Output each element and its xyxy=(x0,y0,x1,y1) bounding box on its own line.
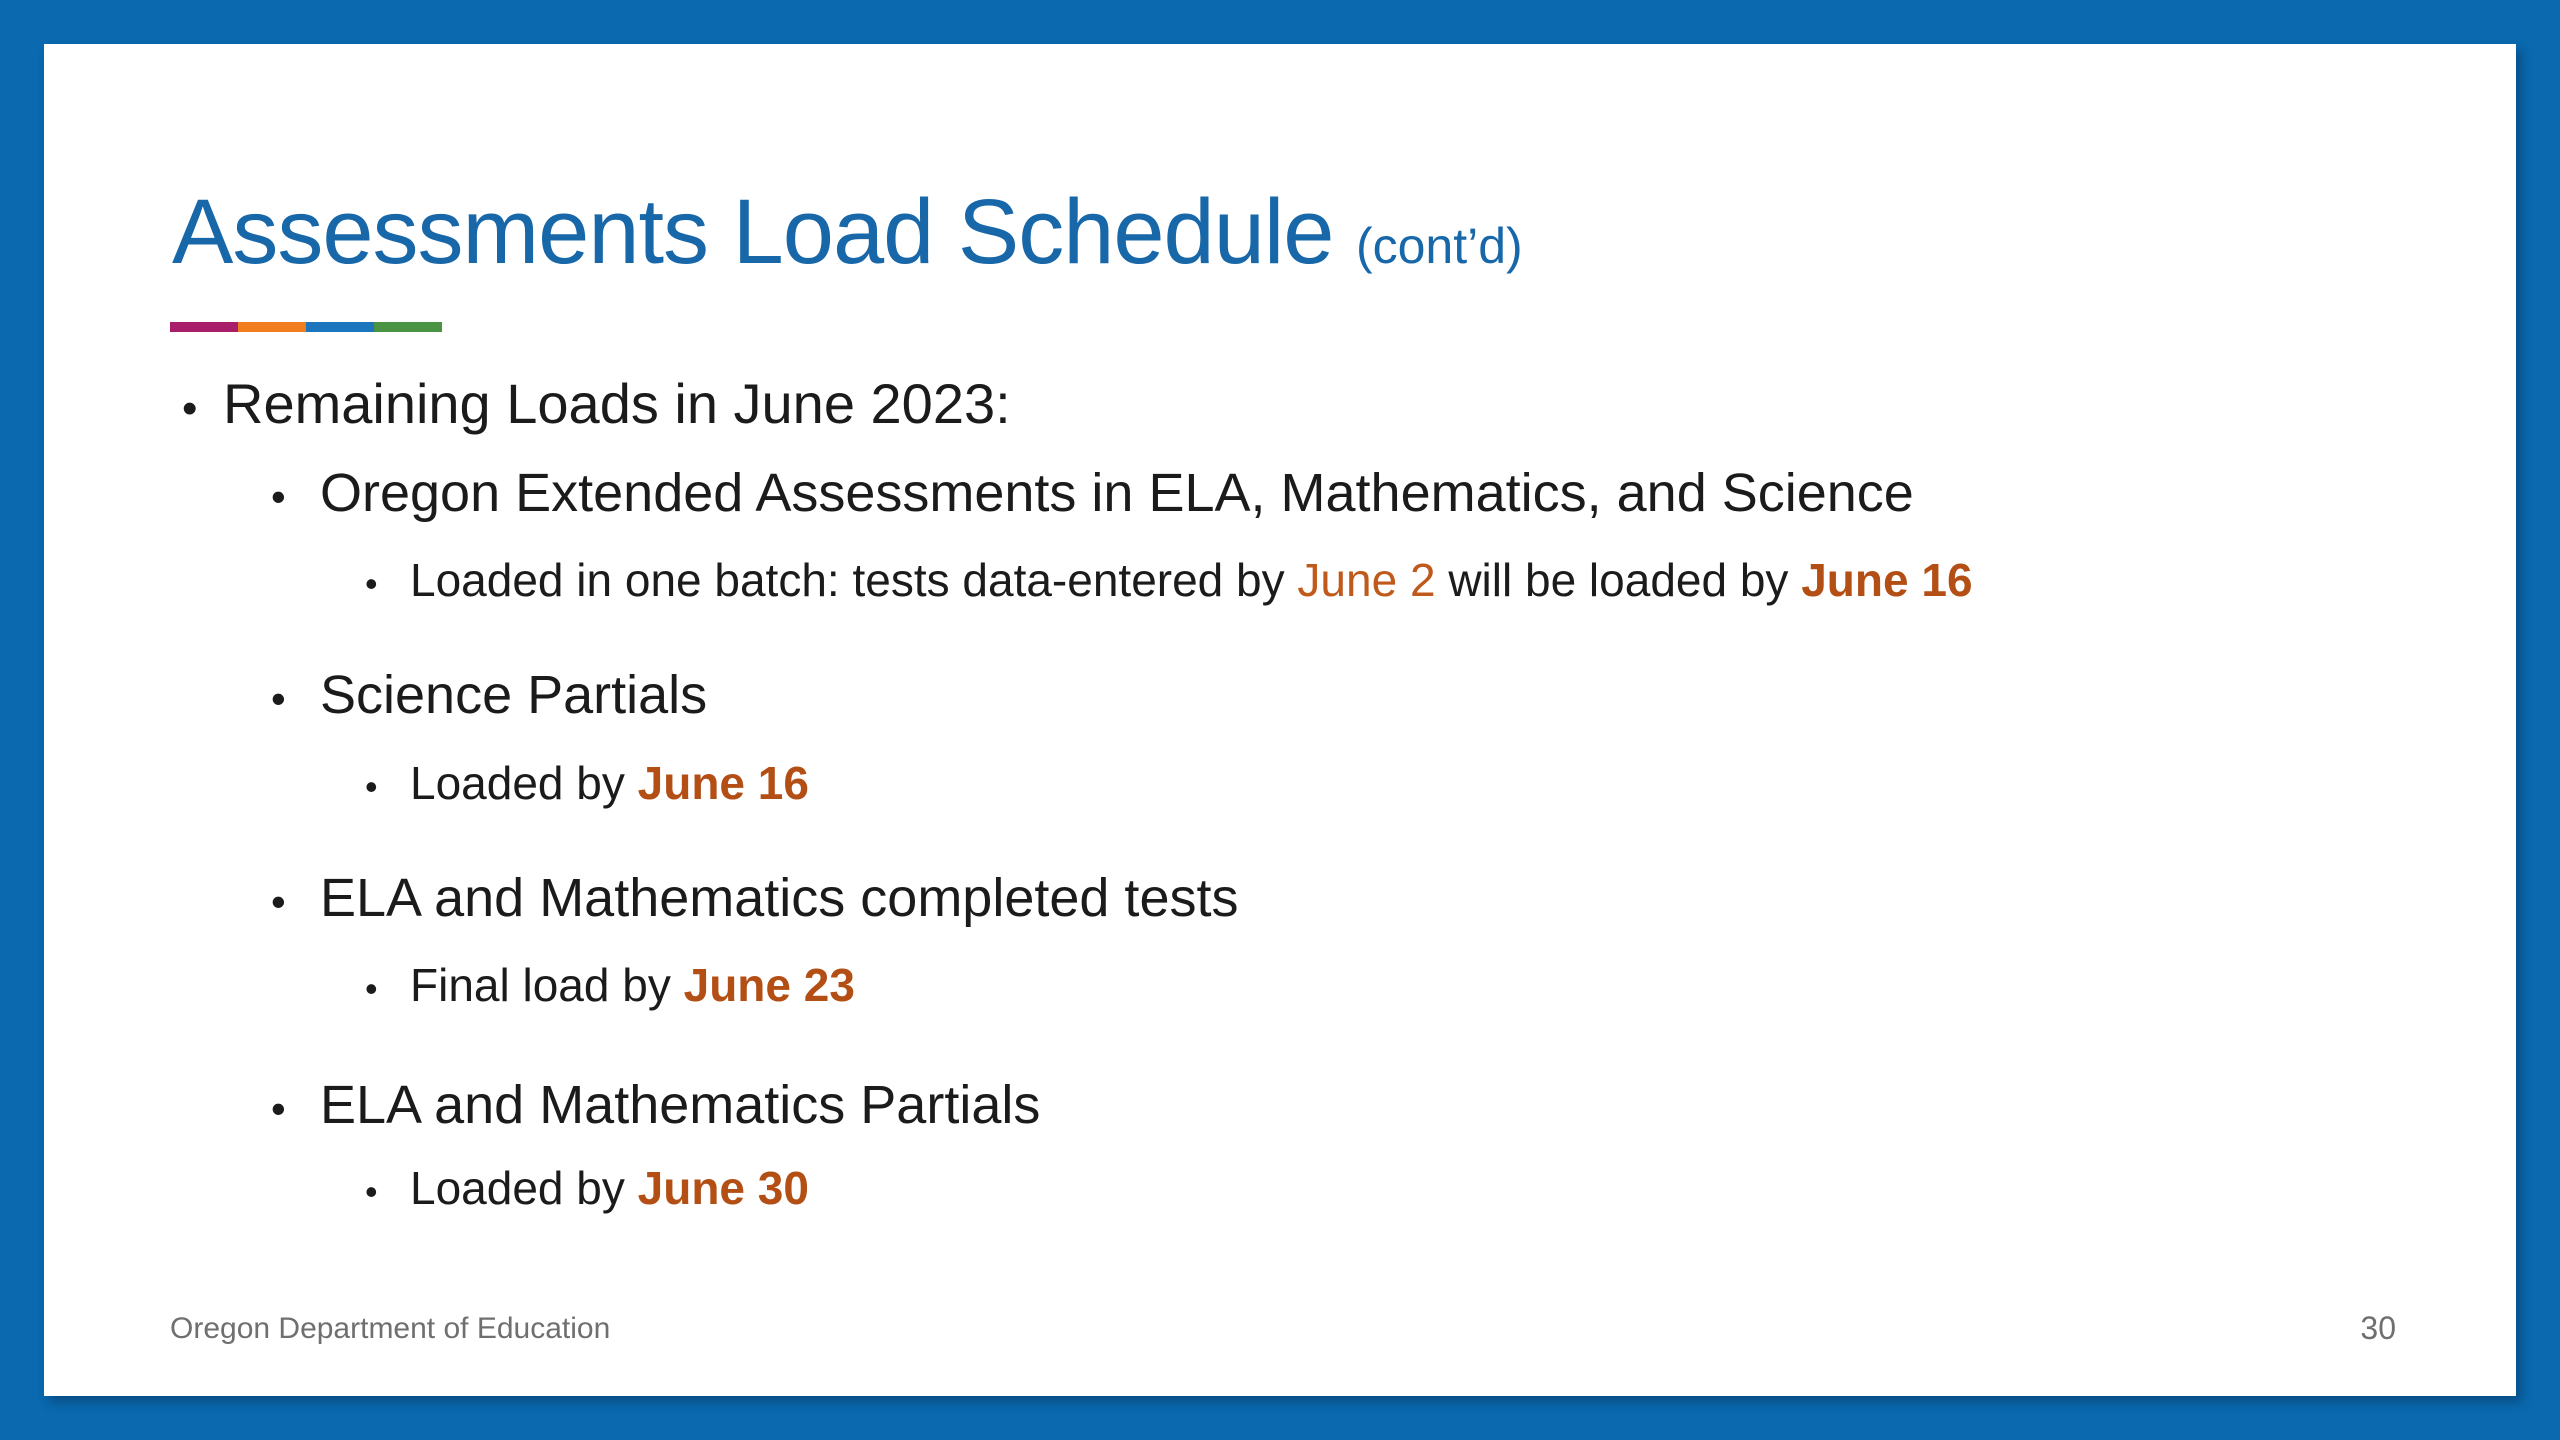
detail-text-segment: will be loaded by xyxy=(1435,554,1802,606)
bullet-item-label: ELA and Mathematics Partials xyxy=(320,1075,1041,1135)
bullet-icon: • xyxy=(271,1085,286,1132)
bullet-icon: • xyxy=(182,384,198,433)
bullet-icon: • xyxy=(271,675,286,722)
bullet-item-remaining-loads xyxy=(182,370,1011,437)
slide-title-suffix: (cont’d) xyxy=(1355,218,1523,274)
bullet-item-label: Science Partials xyxy=(320,665,708,725)
bullet-icon: • xyxy=(271,878,286,925)
footer-page-number: 30 xyxy=(2360,1310,2396,1346)
bullet-icon: • xyxy=(365,1171,378,1212)
detail-text-segment: Loaded by xyxy=(410,1162,638,1214)
slide-title-text: Assessments Load Schedule xyxy=(172,181,1334,283)
bullet-detail-ela-math-completed xyxy=(365,958,855,1013)
bullet-icon: • xyxy=(365,563,378,604)
bullet-item-ela-math-partials xyxy=(271,1073,1040,1138)
bullet-detail-ela-math-partials xyxy=(365,1161,809,1216)
bullet-item-label: ELA and Mathematics completed tests xyxy=(320,868,1239,928)
slide xyxy=(44,44,2516,1396)
detail-text-segment: Loaded in one batch: tests data-entered by xyxy=(410,554,1298,606)
bullet-icon: • xyxy=(365,766,378,807)
detail-text-segment: Final load by xyxy=(410,959,684,1011)
date-highlight-bold: June 16 xyxy=(1801,554,1973,606)
detail-text-segment: Loaded by xyxy=(410,757,638,809)
bullet-item-label: Oregon Extended Assessments in ELA, Mathematics, and Science xyxy=(320,463,1914,523)
bullet-detail-text xyxy=(410,958,855,1013)
bullet-detail-text xyxy=(410,756,809,811)
bullet-item-science-partials xyxy=(271,663,707,728)
bullet-detail-science-partials xyxy=(365,756,809,811)
bullet-detail-text xyxy=(410,553,1973,608)
title-accent-bar xyxy=(170,322,442,332)
bullet-item-label: Remaining Loads in June 2023: xyxy=(223,372,1011,435)
accent-segment-orange xyxy=(238,322,306,332)
bullet-icon: • xyxy=(365,968,378,1009)
bullet-item-ela-math-completed xyxy=(271,866,1238,931)
bullet-icon: • xyxy=(271,473,286,520)
bullet-detail-text xyxy=(410,1161,809,1216)
bullet-detail-oregon-extended xyxy=(365,553,1973,608)
accent-segment-magenta xyxy=(170,322,238,332)
slide-title xyxy=(172,180,1523,285)
footer-organization: Oregon Department of Education xyxy=(170,1312,611,1345)
accent-segment-blue xyxy=(306,322,374,332)
bullet-item-oregon-extended xyxy=(271,461,1914,526)
date-highlight-bold: June 30 xyxy=(637,1162,809,1214)
date-highlight-bold: June 16 xyxy=(637,757,809,809)
date-highlight: June 2 xyxy=(1297,554,1436,606)
date-highlight-bold: June 23 xyxy=(683,959,855,1011)
accent-segment-green xyxy=(374,322,442,332)
